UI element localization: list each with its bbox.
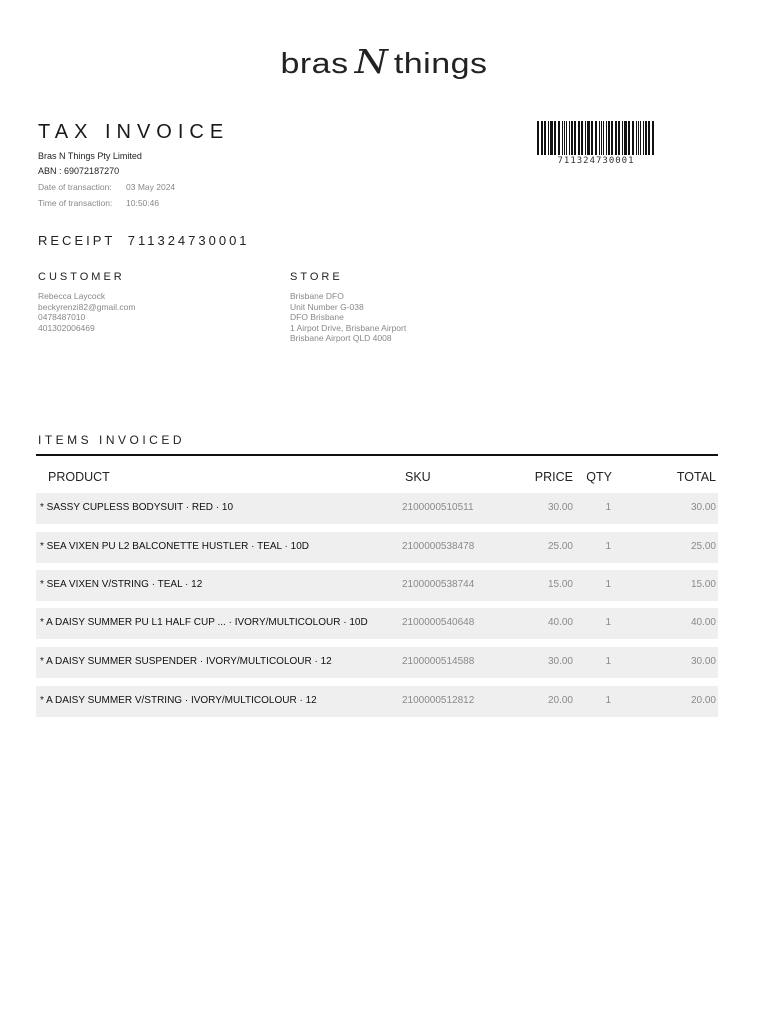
barcode-bar (622, 121, 623, 155)
barcode-bar (645, 121, 647, 155)
barcode-bar (574, 121, 576, 155)
item-qty: 1 (605, 579, 611, 590)
barcode-bar (618, 121, 620, 155)
store-line: 1 Airpot Drive, Brisbane Airport (290, 322, 407, 333)
brand-logo-mark: N (354, 43, 388, 81)
barcode-bar (628, 121, 630, 155)
customer-name: Rebecca Laycock (38, 291, 106, 301)
item-total: 15.00 (690, 579, 716, 590)
item-price: 15.00 (547, 579, 573, 590)
item-total: 20.00 (690, 695, 716, 706)
table-row (36, 608, 718, 639)
receipt-label: RECEIPT (38, 233, 116, 248)
store-line: Brisbane DFO (290, 291, 344, 301)
barcode-bar (603, 121, 604, 155)
date-label: Date of transaction: (38, 182, 112, 192)
barcode-bar (599, 121, 600, 155)
item-product: * A DAISY SUMMER SUSPENDER · IVORY/MULTICOLOUR · 12 (40, 656, 332, 667)
store-line: Brisbane Airport QLD 4008 (290, 333, 392, 343)
items-divider (36, 454, 718, 456)
column-header-qty: QTY (586, 470, 612, 484)
table-row (36, 532, 718, 563)
abn-row (38, 166, 119, 176)
barcode-bar (562, 121, 563, 155)
date-value: 03 May 2024 (126, 182, 176, 192)
barcode-bar (550, 121, 553, 155)
abn-value: 69072187270 (64, 166, 120, 176)
item-price: 25.00 (547, 541, 573, 552)
brand-logo-left: bras (280, 47, 349, 80)
barcode-bar (558, 121, 560, 155)
customer-email: beckyrenzi82@gmail.com (38, 301, 136, 312)
barcode-bar (566, 121, 567, 155)
brand-logo (0, 40, 768, 90)
store-line: DFO Brisbane (290, 312, 344, 322)
barcode-bar (638, 121, 639, 155)
item-price: 30.00 (547, 656, 573, 667)
customer-info (38, 291, 135, 333)
item-product: * SASSY CUPLESS BODYSUIT · RED · 10 (40, 502, 234, 513)
item-sku: 2100000538478 (402, 541, 475, 552)
item-product: * A DAISY SUMMER PU L1 HALF CUP ... · IVORY/MULTICOLOUR · 10D (40, 617, 368, 628)
barcode-bar (564, 121, 565, 155)
item-qty: 1 (605, 541, 611, 552)
receipt-number: 711324730001 (127, 233, 250, 248)
customer-phone: 0478487010 (38, 312, 86, 322)
time-label: Time of transaction: (38, 198, 113, 208)
item-sku: 2100000514588 (402, 656, 475, 667)
barcode-bar (601, 121, 602, 155)
item-sku: 2100000512812 (402, 695, 475, 706)
item-total: 40.00 (690, 617, 716, 628)
barcode-bar (640, 121, 641, 155)
customer-id: 401302006469 (38, 322, 95, 333)
item-sku: 2100000540648 (402, 617, 475, 628)
item-qty: 1 (605, 656, 611, 667)
time-value: 10:50:46 (126, 198, 160, 208)
item-price: 20.00 (547, 695, 573, 706)
table-row (36, 493, 718, 524)
item-qty: 1 (605, 502, 611, 513)
barcode-bar (569, 121, 570, 155)
brand-logo-right: things (393, 47, 488, 80)
barcode-bar (571, 121, 573, 155)
barcode-bar (595, 121, 597, 155)
column-header-price: PRICE (534, 470, 573, 484)
items-heading: ITEMS INVOICED (38, 433, 186, 447)
barcode-bar (544, 121, 546, 155)
barcode-bar (591, 121, 593, 155)
table-row (36, 570, 718, 601)
barcode-bar (578, 121, 580, 155)
page-title: TAX INVOICE (38, 121, 230, 143)
barcode-bar (585, 121, 586, 155)
company-name: Bras N Things Pty Limited (38, 151, 142, 161)
barcode-bar (652, 121, 654, 155)
barcode-bar (615, 121, 617, 155)
abn-label: ABN : (38, 166, 62, 176)
table-row (36, 686, 718, 717)
item-total: 25.00 (690, 541, 716, 552)
table-row (36, 647, 718, 678)
barcode-bar (587, 121, 590, 155)
customer-heading: CUSTOMER (38, 271, 125, 283)
item-sku: 2100000538744 (402, 579, 475, 590)
date-row (38, 182, 175, 192)
store-info (290, 291, 406, 344)
barcode-bar (608, 121, 610, 155)
store-heading: STORE (290, 271, 343, 283)
barcode-bar (643, 121, 644, 155)
column-header-sku: SKU (405, 470, 431, 484)
item-price: 30.00 (547, 502, 573, 513)
item-sku: 2100000510511 (402, 502, 474, 513)
column-header-product: PRODUCT (48, 470, 110, 484)
barcode-bar (541, 121, 543, 155)
item-price: 40.00 (547, 617, 573, 628)
barcode-bar (548, 121, 549, 155)
barcode-bar (606, 121, 607, 155)
barcode-bar (632, 121, 634, 155)
barcode-bar (636, 121, 637, 155)
barcode-bar (554, 121, 556, 155)
item-product: * A DAISY SUMMER V/STRING · IVORY/MULTICOLOUR · 12 (40, 695, 317, 706)
barcode-number: 711324730001 (557, 156, 635, 166)
store-line: Unit Number G-038 (290, 301, 364, 312)
barcode-bar (648, 121, 650, 155)
item-product: * SEA VIXEN PU L2 BALCONETTE HUSTLER · TEAL · 10D (40, 541, 309, 552)
item-product: * SEA VIXEN V/STRING · TEAL · 12 (40, 579, 203, 590)
barcode-bar (611, 121, 613, 155)
column-header-total: TOTAL (676, 470, 716, 484)
item-qty: 1 (605, 695, 611, 706)
receipt-heading (38, 233, 250, 248)
barcode (537, 121, 655, 155)
barcode-bar (581, 121, 583, 155)
table-header (36, 466, 718, 490)
item-total: 30.00 (690, 656, 716, 667)
item-qty: 1 (605, 617, 611, 628)
barcode-bar (624, 121, 627, 155)
time-row (38, 198, 159, 208)
barcode-bar (537, 121, 539, 155)
item-total: 30.00 (690, 502, 716, 513)
